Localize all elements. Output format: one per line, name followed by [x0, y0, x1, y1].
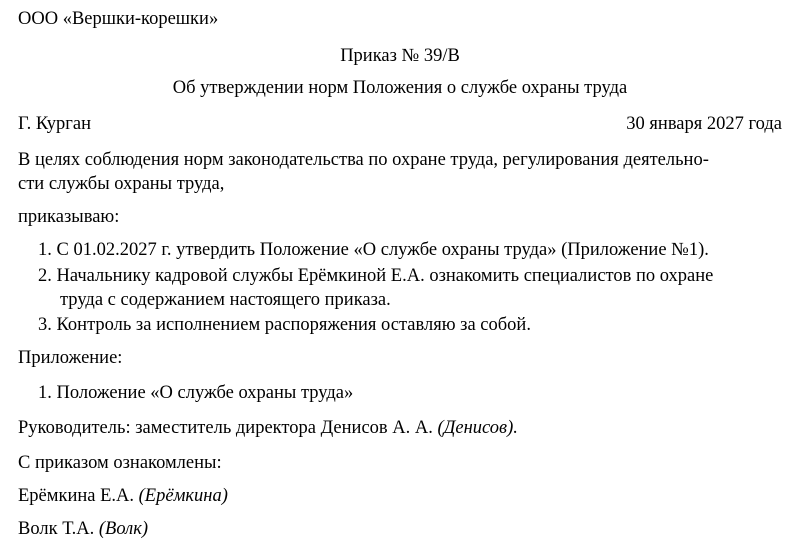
acquainted-name: Ерёмкина Е.А.	[18, 486, 135, 506]
order-item-3	[38, 313, 531, 337]
order-word: приказываю:	[18, 207, 120, 227]
order-item-text: Начальнику кадровой службы Ерёмкиной Е.А. ознакомить специалистов по охране	[56, 266, 714, 286]
acquainted-label: С приказом ознакомлены:	[18, 453, 222, 473]
order-item-number: 3.	[38, 315, 52, 335]
order-title: Приказ № 39/В	[340, 46, 460, 66]
preamble-line-2: сти службы охраны труда,	[18, 174, 225, 194]
head-label: Руководитель: заместитель директора Денисов А. А.	[18, 418, 433, 438]
order-item-number: 2.	[38, 266, 52, 286]
head-signature: (Денисов).	[437, 418, 518, 438]
attachment-number: 1.	[38, 383, 52, 403]
acquainted-signature: (Ерёмкина)	[138, 486, 228, 506]
attachment-item-1	[38, 381, 353, 405]
organization-name: ООО «Вершки-корешки»	[18, 9, 219, 29]
order-item-number: 1.	[38, 240, 52, 260]
order-city: Г. Курган	[18, 114, 92, 134]
head-signature-line	[18, 416, 518, 440]
acquainted-signature: (Волк)	[98, 519, 149, 539]
order-subject: Об утверждении норм Положения о службе охраны труда	[172, 78, 628, 98]
acquainted-name: Волк Т.А.	[18, 519, 95, 539]
attachment-label: Приложение:	[18, 348, 123, 368]
order-item-1	[38, 238, 709, 262]
acquainted-person-2	[18, 517, 148, 541]
order-item-text: Контроль за исполнением распоряжения оставляю за собой.	[56, 315, 531, 335]
attachment-text: Положение «О службе охраны труда»	[56, 383, 354, 403]
order-item-text: С 01.02.2027 г. утвердить Положение «О службе охраны труда» (Приложение №1).	[56, 240, 709, 260]
order-date: 30 января 2027 года	[626, 114, 782, 134]
preamble-line-1: В целях соблюдения норм законодательства по охране труда, регулирования деятельно-	[18, 150, 709, 170]
acquainted-person-1	[18, 484, 228, 508]
order-item-2-continuation: труда с содержанием настоящего приказа.	[60, 290, 391, 310]
order-item-2	[38, 264, 713, 288]
